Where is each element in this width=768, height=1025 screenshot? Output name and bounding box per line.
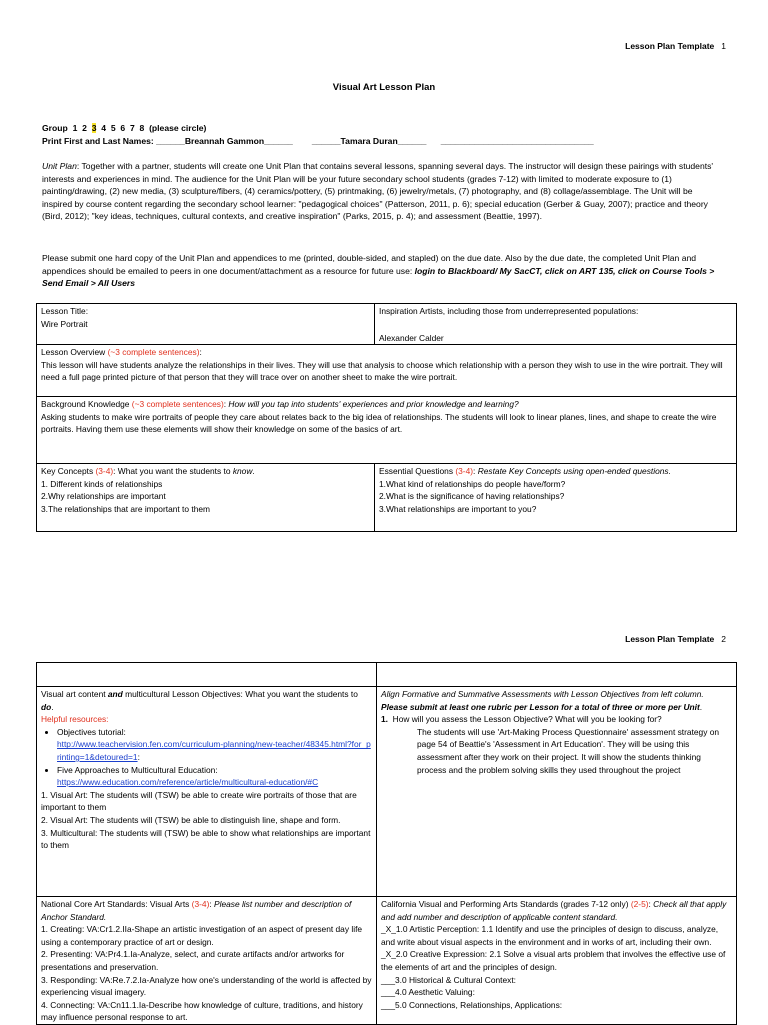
objective-item: 3. Multicultural: The students will (TSW) be able to show what relationships are important to them — [41, 827, 371, 851]
names-line: Print First and Last Names: ______Breannah Gammon______ ______Tamara Duran______ ________________________________ — [42, 136, 594, 146]
header-label: Lesson Plan Template — [625, 41, 715, 51]
lesson-overview-cell: Lesson Overview (~3 complete sentences): This lesson will have students analyze the relationships in their lives. They will use that analysis to choose which relationship with a person they wish to use in the wire portrait. They will need a full page printed picture of that person that they will trace over on another sheet to make the wire portrait. — [37, 345, 737, 397]
key-concept-item: 2.Why relationships are important — [41, 491, 166, 502]
objectives-tutorial-link[interactable]: http://www.teachervision.fen.com/curriculum-planning/new-teacher/48345.html?for_printing=1&detoured=1 — [57, 739, 371, 762]
essential-question-item: 1.What kind of relationships do people have/form? — [379, 478, 566, 489]
key-concept-item: 3.The relationships that are important to them — [41, 503, 210, 514]
key-concepts-cell: Key Concepts (3-4): What you want the students to know. 1. Different kinds of relationships 2.Why relationships are important 3.The relationships that are important to them — [37, 464, 375, 532]
assessment-question: How will you assess the Lesson Objective? What will you be looking for? — [392, 714, 662, 725]
objective-item: 2. Visual Art: The students will (TSW) be able to distinguish line, shape and form. — [41, 814, 341, 825]
lesson-title-cell: Lesson Title: Wire Portrait — [37, 304, 375, 345]
lesson-table-page2 — [36, 662, 737, 1025]
ncas-item: 1. Creating: VA:Cr1.2.IIa-Shape an artistic investigation of an aspect of present day life using a contemporary practice of art or design. — [41, 924, 363, 947]
objectives-cell: Visual art content and multicultural Lesson Objectives: What you want the students to do. Helpful resources: • Objectives tutorial: http://www.teachervision.fen.com/curriculum-planning/new-teacher/48345.html?for_printing=1&detoured=1: • Five Approaches to Multicultural Education: https://www.education.com/reference/article/multicultural-education/#C 1. Visual Art: The students will (TSW) be able to create wire portraits of those that are important to them 2. Visual Art: The students will (TSW) be able to distinguish line, shape and form. 3. Multicultural: The students will (TSW) be able to show what relationships are important to them — [37, 687, 377, 897]
lesson-overview-text: This lesson will have students analyze the relationships in their lives. They will use that analysis to choose which relationship with a person they wish to use in the wire portrait. They will need a full page printed picture of that person that they will trace over on another sheet to make the wire portrait. — [41, 359, 723, 383]
empty-cell — [377, 663, 737, 687]
objective-item: 1. Visual Art: The students will (TSW) be able to create wire portraits of those that are important to them — [41, 789, 357, 813]
multicultural-education-link[interactable]: https://www.education.com/reference/article/multicultural-education/#C — [57, 777, 319, 788]
essential-question-item: 2.What is the significance of having relationships? — [379, 491, 565, 502]
name-2: ______Tamara Duran______ — [311, 136, 427, 146]
page-number: 1 — [721, 41, 726, 51]
resource-item: • Objectives tutorial: http://www.teachervision.fen.com/curriculum-planning/new-teacher/48345.html?for_printing=1&detoured=1: — [57, 726, 372, 764]
essential-question-item: 3.What relationships are important to you? — [379, 503, 537, 514]
name-3: ________________________________ — [440, 136, 594, 146]
empty-cell — [37, 663, 377, 687]
key-concept-item: 1. Different kinds of relationships — [41, 478, 163, 489]
ncas-item: 2. Presenting: VA:Pr4.1.Ia-Analyze, select, and curate artifacts and/or artworks for presentations and preservation. — [41, 949, 345, 972]
lesson-title: Wire Portrait — [41, 318, 88, 329]
resource-item: • Five Approaches to Multicultural Education: https://www.education.com/reference/article/multicultural-education/#C — [57, 764, 372, 789]
california-standards-cell: California Visual and Performing Arts Standards (grades 7-12 only) (2-5): Check all that apply and add number and description of applicable content standard. _X_1.0 Artistic Perception: 1.1 Identify and use the principles of design to discuss, analyze, and write about visual aspects in the environment and in works of art, including their own. _X_2.0 Creative Expression: 2.1 Solve a visual arts problem that involves the effective use of the elements of art and the principles of design. ___3.0 Historical & Cultural Context: ___4.0 Aesthetic Valuing: ___5.0 Connections, Relationships, Applications: — [377, 897, 737, 1025]
lesson-table-page1 — [36, 303, 737, 532]
background-knowledge-cell: Background Knowledge (~3 complete sentences): How will you tap into students' experiences and prior knowledge and learning? Asking students to make wire portraits of people they care about relates back to the big idea of relationships. The students will look to linear planes, lines, and shape to create the wire portraits. Having them use these elements will show their knowledge on some of the basics of art. — [37, 397, 737, 464]
ca-standard-item: ___3.0 Historical & Cultural Context: — [381, 974, 516, 985]
page-number: 2 — [721, 634, 726, 644]
essential-questions-cell: Essential Questions (3-4): Restate Key Concepts using open-ended questions. 1.What kind of relationships do people have/form? 2.What is the significance of having relationships? 3.What relationships are important to you? — [375, 464, 737, 532]
ca-standard-item: ___5.0 Connections, Relationships, Applications: — [381, 999, 563, 1010]
group-line: Group 1 2 3 4 5 6 7 8 (please circle) — [42, 123, 207, 133]
background-knowledge-text: Asking students to make wire portraits of people they care about relates back to the big idea of relationships. The students will look to linear planes, lines, and shape to create the wire portraits. Having them use these elements will show their knowledge on some of the basics of art. — [41, 411, 717, 435]
national-core-standards-cell: National Core Art Standards: Visual Arts (3-4): Please list number and description of Anchor Standard. 1. Creating: VA:Cr1.2.IIa-Shape an artistic investigation of an aspect of present day life using a contemporary practice of art or design. 2. Presenting: VA:Pr4.1.Ia-Analyze, select, and curate artifacts and/or artworks for presentations and preservation. 3. Responding: VA:Re.7.2.Ia-Analyze how one's understanding of the world is affected by experiencing visual imagery. 4. Connecting: VA:Cn11.1.Ia-Describe how knowledge of culture, traditions, and history may influence personal response to art. — [37, 897, 377, 1025]
submission-paragraph: Please submit one hard copy of the Unit Plan and appendices to me (printed, double-sided, and stapled) on the due date. Also by the due date, the completed Unit Plan and appendices should be emailed to peers in one document/attachment as a resource for future use: login to Blackboard/ My SacCT, click on ART 135, click on Course Tools > Send Email > All Users — [42, 253, 715, 289]
assessment-text: The students will use 'Art-Making Process Questionnaire' assessment strategy on page 54 of Beattie's 'Assessment in Art Education'. They will be using this assessment after they work on their project. It will show the students thinking process and the problem solving skills they used throughout the project — [417, 726, 720, 775]
unit-plan-paragraph: Unit Plan: Together with a partner, students will create one Unit Plan that contains several lessons, spanning several days. The instructor will design these pairings with students' interests and experiences in mind. The audience for the Unit Plan will be your future secondary school students (grades 7-12) with limited to moderate exposure to (1) painting/drawing, (2) new media, (3) sculpture/fibers, (4) ceramics/pottery, (5) printmaking, (6) jewelry/metals, (7) photography, and (8) collage/assemblage. The Unit will be inspired by course content regarding the secondary school learner: "pedagogical choices" (Patterson, 2011, p. 6); special education (Gerber & Guay, 2007); practice and theory (Bird, 2012); "key ideas, techniques, cultural contexts, and creative inspiration" (Parks, 2015, p. 4); and assessment (Beattie, 1997). — [42, 161, 714, 222]
assessment-cell: Align Formative and Summative Assessments with Lesson Objectives from left column. Please submit at least one rubric per Lesson for a total of three or more per Unit. 1. How will you assess the Lesson Objective? What will you be looking for? The students will use 'Art-Making Process Questionnaire' assessment strategy on page 54 of Beattie's 'Assessment in Art Education'. They will be using this assessment after they work on their project. It will show the students thinking process and the problem solving skills they used throughout the project — [377, 687, 737, 897]
page-header — [625, 41, 726, 51]
resources-list — [41, 726, 372, 789]
header-label: Lesson Plan Template — [625, 634, 715, 644]
ca-standard-item: _X_1.0 Artistic Perception: 1.1 Identify and use the principles of design to discuss, analyze, and write about visual aspects in the environment and in works of art, including their own. — [381, 924, 719, 947]
name-1: ______Breannah Gammon______ — [156, 136, 293, 146]
ca-standard-item: _X_2.0 Creative Expression: 2.1 Solve a visual arts problem that involves the effective use of the elements of art and the principles of design. — [381, 949, 726, 972]
ncas-item: 4. Connecting: VA:Cn11.1.Ia-Describe how knowledge of culture, traditions, and history may influence personal response to art. — [41, 999, 363, 1023]
inspiration-cell: Inspiration Artists, including those from underrepresented populations: Alexander Calder — [375, 304, 737, 345]
selected-group: 3 — [91, 123, 97, 133]
ca-standard-item: ___4.0 Aesthetic Valuing: — [381, 987, 475, 998]
document-title: Visual Art Lesson Plan — [332, 82, 436, 93]
ncas-item: 3. Responding: VA:Re.7.2.Ia-Analyze how one's understanding of the world is affected by experiencing visual imagery. — [41, 974, 372, 998]
page-header — [625, 634, 726, 644]
inspiration-artist: Alexander Calder — [379, 332, 444, 343]
helpful-resources-label: Helpful resources: — [41, 714, 109, 725]
